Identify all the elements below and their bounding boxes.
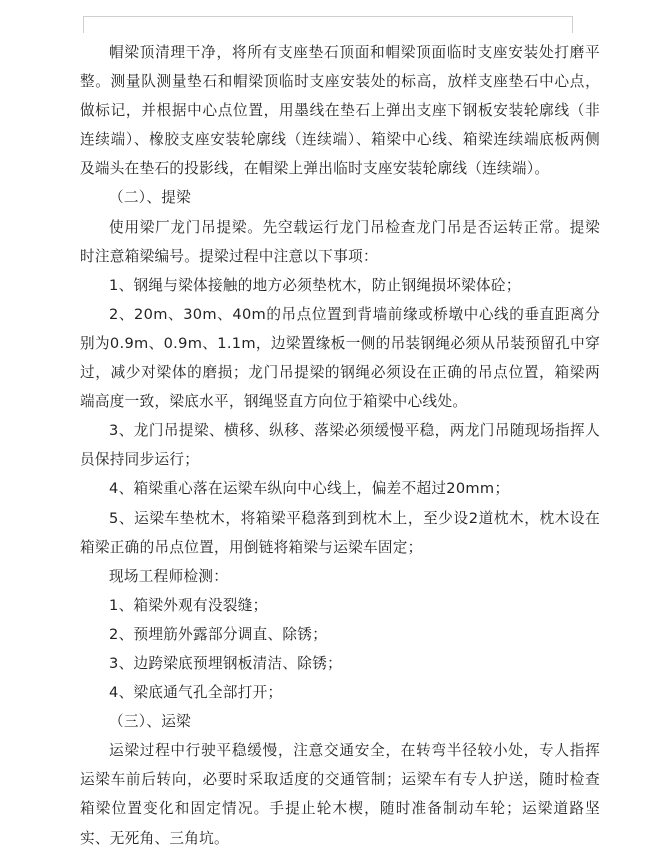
list-item-lifting-2: 2、20m、30m、40m的吊点位置到背墙前缘或桥墩中心线的垂直距离分别为0.9m、0.9m、1.1m，边梁置缘板一侧的吊装钢绳必须从吊装预留孔中穿过，减少对梁体的磨损；龙门吊提梁的钢绳必须设在正确的吊点位置，箱梁两端高度一致，梁底水平，钢绳竖直方向位于箱梁中心线处。: [80, 305, 600, 411]
list-item-lifting-3: 3、龙门吊提梁、横移、纵移、落梁必须缓慢平稳，两龙门吊随现场指挥人员保持同步运行；: [80, 422, 600, 469]
list-item-inspection-3: 3、边跨梁底预埋钢板清洁、除锈；: [109, 654, 342, 672]
page-right-border: [572, 16, 573, 33]
section-heading-lifting: （二）、提梁: [109, 189, 192, 207]
list-item-lifting-1: 1、钢绳与梁体接触的地方必须垫枕木，防止钢绳损坏梁体砼；: [109, 276, 521, 294]
paragraph-transport: 运梁过程中行驶平稳缓慢，注意交通安全，在转弯半径较小处，专人指挥运梁车前后转向，必要时采取适度的交通管制；运梁车有专人护送，随时检查箱梁位置变化和固定情况。手提止轮木楔，随时准备制动车轮；运梁道路坚实、无死角、三角坑。: [80, 742, 600, 847]
list-item-lifting-5: 5、运梁车垫枕木，将箱梁平稳落到到枕木上，至少设2道枕木，枕木设在箱梁正确的吊点位置，用倒链将箱梁与运梁车固定；: [80, 509, 600, 556]
section-heading-transport: （三）、运梁: [109, 713, 192, 731]
list-item-inspection-2: 2、预埋筋外露部分调直、除锈；: [109, 625, 328, 643]
list-item-inspection-4: 4、梁底通气孔全部打开；: [109, 684, 283, 702]
page-top-border: [83, 16, 573, 17]
paragraph-support-preparation: 帽梁顶清理干净，将所有支座垫石顶面和帽梁顶面临时支座安装处打磨平整。测量队测量垫石和帽梁顶临时支座安装处的标高，放样支座垫石中心点，做标记，并根据中心点位置，用墨线在垫石上弹出支座下钢板安装轮廓线（非连续端）、橡胶支座安装轮廓线（连续端）、箱梁中心线、箱梁连续端底板两侧及端头在垫石的投影线，在帽梁上弹出临时支座安装轮廓线（连续端）。: [80, 44, 600, 178]
paragraph-lifting-intro: 使用梁厂龙门吊提梁。先空载运行龙门吊检查龙门吊是否运转正常。提梁时注意箱梁编号。提梁过程中注意以下事项：: [80, 218, 600, 265]
list-item-lifting-4: 4、箱梁重心落在运梁车纵向中心线上，偏差不超过20mm；: [109, 480, 510, 498]
page-left-border: [83, 16, 84, 33]
list-item-inspection-1: 1、箱梁外观有没裂缝；: [109, 596, 268, 614]
subheading-engineer-inspection: 现场工程师检测：: [109, 567, 229, 585]
document-body: [80, 38, 600, 853]
